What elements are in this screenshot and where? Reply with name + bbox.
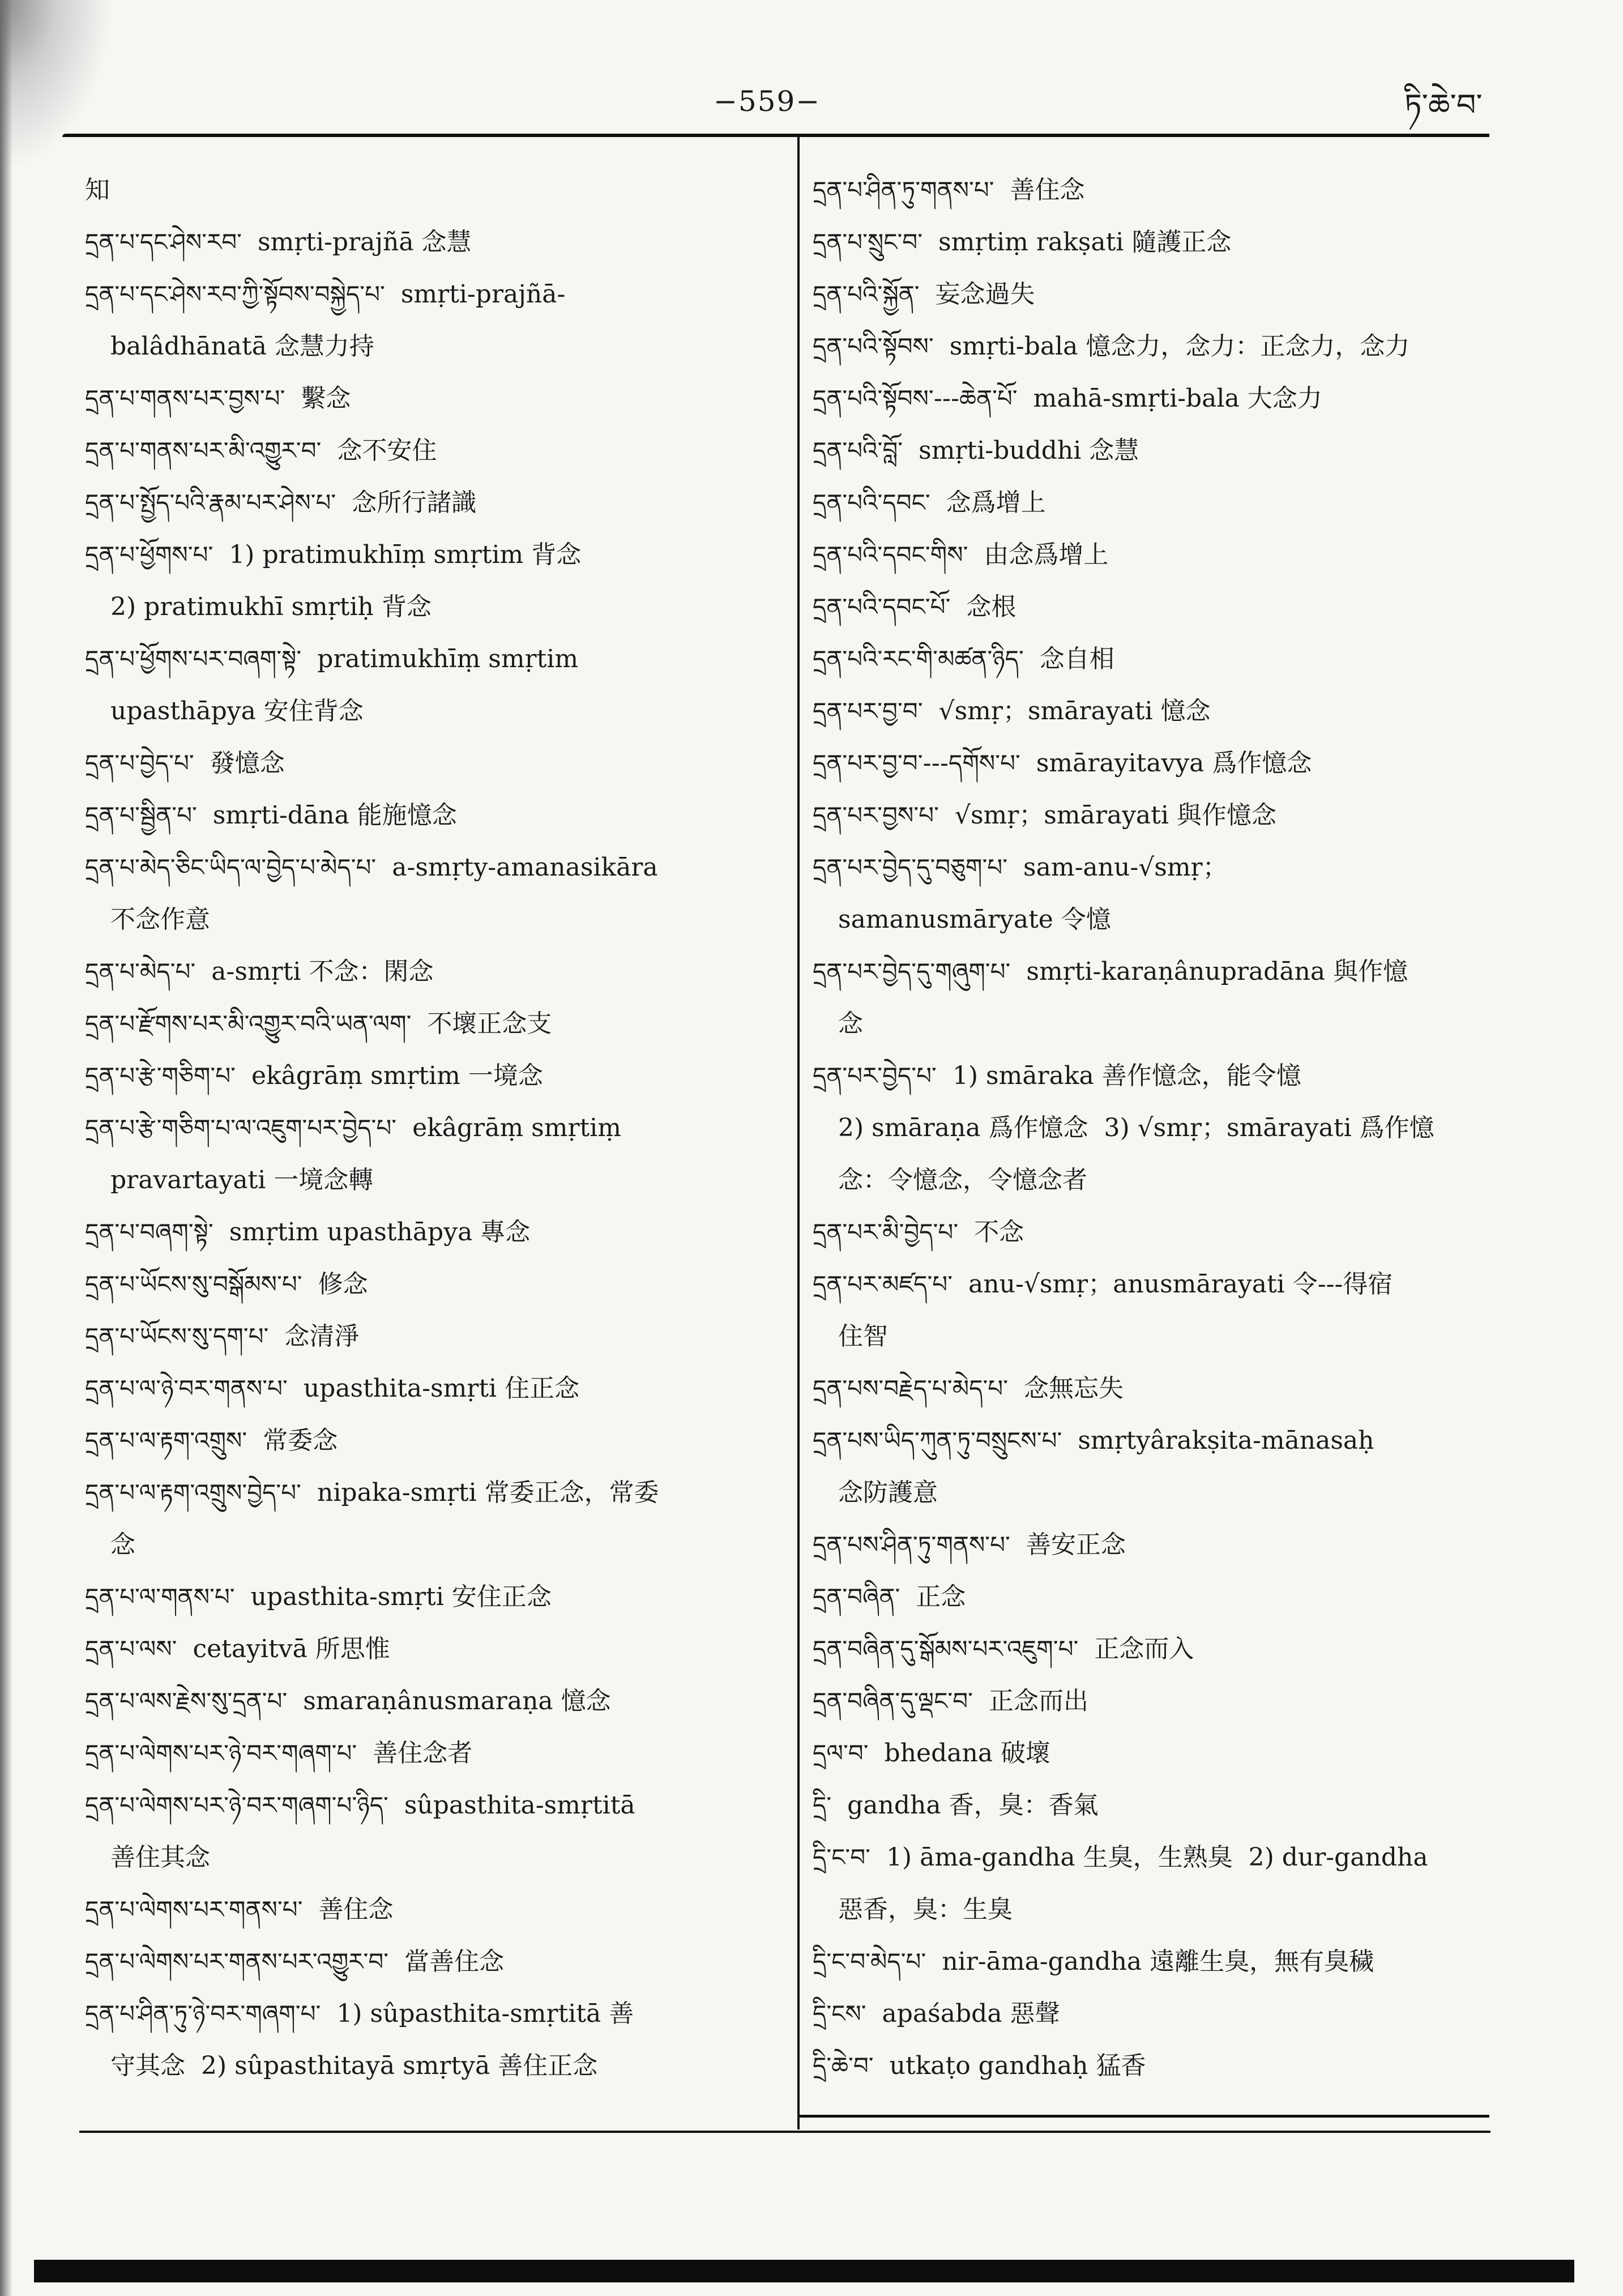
dictionary-entry — [85, 737, 781, 789]
dictionary-entry — [813, 1779, 1489, 1832]
dictionary-entry — [813, 164, 1489, 216]
entry-gloss: smṛtim upasthāpya 專念 — [229, 1218, 531, 1247]
entry-gloss: 正念 — [916, 1582, 966, 1611]
dictionary-entry — [813, 216, 1489, 268]
tibetan-headword: དྲལ་བ་ — [813, 1739, 869, 1767]
tibetan-headword: དྲི་ཆེ་བ་ — [813, 2052, 874, 2080]
tibetan-headword: དྲན་པའི་བློ་ — [813, 437, 903, 464]
dictionary-entry — [85, 1050, 781, 1102]
dictionary-entry — [813, 1623, 1489, 1675]
tibetan-headword: དྲན་པ་ཕྱོགས་པར་བཞག་སྟེ་ — [85, 645, 302, 673]
entry-gloss: a-smṛti 不念：閑念 — [211, 957, 434, 986]
scan-edge-shadow — [0, 0, 12, 2296]
dictionary-entry — [85, 946, 781, 998]
tibetan-headword: དྲི་ — [813, 1791, 832, 1819]
entry-gloss: 妄念過失 — [935, 280, 1035, 309]
entry-gloss: sam-anu-√smṛ； — [1023, 853, 1228, 882]
dictionary-entry — [813, 1832, 1489, 1884]
dictionary-entry — [813, 1988, 1489, 2040]
dictionary-entry — [813, 529, 1489, 581]
entry-gloss: 念 — [838, 1009, 863, 1038]
tibetan-headword: དྲན་པ་ལ་གནས་པ་ — [85, 1583, 235, 1611]
bottom-rule — [79, 2131, 1490, 2133]
entry-gloss: anu-√smṛ；anusmārayati 令---得宿 — [968, 1270, 1393, 1299]
tibetan-headword: དྲན་པར་བྱ་བ་ — [813, 697, 923, 725]
entry-gloss: 不壞正念支 — [427, 1009, 552, 1038]
right-column-end-rule — [797, 2115, 1489, 2118]
entry-gloss: 惡香，臭：生臭 — [838, 1895, 1013, 1924]
tibetan-headword: དྲན་པ་རྩེ་གཅིག་པ་ — [85, 1062, 236, 1090]
entry-gloss: samanusmāryate 令憶 — [838, 905, 1111, 934]
dictionary-entry — [85, 998, 781, 1050]
entry-gloss: 守其念 2) sûpasthitayā smṛtyā 善住正念 — [110, 2051, 598, 2080]
dictionary-entry — [813, 1050, 1489, 1102]
dictionary-entry — [813, 1571, 1489, 1623]
dictionary-entry — [813, 477, 1489, 529]
tibetan-headword: དྲན་པ་སྲུང་བ་ — [813, 228, 923, 256]
tibetan-headword: དྲན་པ་བཞག་སྟེ་ — [85, 1218, 213, 1246]
dictionary-entry — [813, 1415, 1489, 1467]
dictionary-entry — [813, 1154, 1489, 1206]
entry-gloss: smārayitavya 爲作憶念 — [1036, 749, 1312, 778]
dictionary-entry — [85, 268, 781, 321]
entry-gloss: 2) pratimukhī smṛtiḥ 背念 — [110, 592, 432, 621]
dictionary-entry — [813, 1102, 1489, 1154]
tibetan-headword: དྲན་པ་མེད་ཅིང་ཡིད་ལ་བྱེད་པ་མེད་པ་ — [85, 853, 377, 881]
entry-gloss: 由念爲增上 — [984, 540, 1109, 569]
dictionary-entry — [85, 2040, 781, 2092]
entry-gloss: a-smṛty-amanasikāra — [392, 853, 658, 882]
entry-gloss: 住智 — [838, 1322, 888, 1351]
entry-gloss: ekâgrāṃ smṛtim 一境念 — [251, 1061, 543, 1090]
tibetan-headword: དྲན་པར་བྱས་པ་ — [813, 801, 939, 829]
dictionary-entry — [85, 1936, 781, 1988]
entry-gloss: √smṛ；smārayati 憶念 — [938, 697, 1211, 725]
entry-gloss: nir-āma-gandha 遠離生臭，無有臭穢 — [942, 1947, 1374, 1976]
scan-footer-band — [34, 2260, 1574, 2282]
entry-gloss: pravartayati 一境念轉 — [110, 1166, 374, 1194]
dictionary-entry — [813, 1519, 1489, 1571]
entry-gloss: 念不安住 — [337, 436, 437, 465]
tibetan-headword: དྲན་པ་དང་ཤེས་རབ་ — [85, 228, 242, 256]
dictionary-entry — [813, 737, 1489, 789]
dictionary-entry — [813, 321, 1489, 373]
entry-gloss: 念所行諸識 — [352, 488, 477, 517]
entry-gloss: smṛti-prajñā- — [400, 280, 566, 309]
right-column — [813, 164, 1489, 2092]
dictionary-entry — [813, 842, 1489, 894]
dictionary-entry — [813, 1467, 1489, 1519]
tibetan-headword: དྲན་པ་བྱེད་པ་ — [85, 749, 194, 777]
tibetan-headword: དྲན་པའི་སྐྱོན་ — [813, 280, 920, 308]
entry-gloss: 正念而入 — [1094, 1634, 1194, 1663]
tibetan-headword: དྲན་པའི་རང་གི་མཚན་ཉིད་ — [813, 645, 1024, 673]
entry-gloss: smṛtiṃ rakṣati 隨護正念 — [938, 228, 1232, 257]
dictionary-entry — [85, 842, 781, 894]
tibetan-headword: དྲན་བཞིན་དུ་སྒོམས་པར་འཇུག་པ་ — [813, 1635, 1079, 1663]
entry-gloss: upasthita-smṛti 住正念 — [303, 1374, 580, 1403]
entry-gloss: 修念 — [318, 1270, 368, 1299]
dictionary-entry — [813, 1727, 1489, 1779]
entry-gloss: smṛti-karaṇânupradāna 與作憶 — [1026, 957, 1408, 986]
tibetan-headword: དྲན་པའི་སྟོབས་---ཆེན་པོ་ — [813, 385, 1018, 412]
dictionary-entry — [813, 946, 1489, 998]
dictionary-entry — [85, 1206, 781, 1258]
dictionary-entry — [85, 477, 781, 529]
tibetan-headword: དྲི་ང་བ་མེད་པ་ — [813, 1948, 926, 1975]
dictionary-entry — [85, 1623, 781, 1675]
entry-gloss: 善住念 — [318, 1895, 394, 1924]
column-divider — [797, 136, 800, 2129]
tibetan-headword: དྲན་པ་ལེགས་པར་གནས་པ་ — [85, 1896, 303, 1923]
tibetan-headword: དྲན་པ་ཤིན་ཏུ་ཉེ་བར་གཞག་པ་ — [85, 2000, 321, 2028]
entry-gloss: utkaṭo gandhaḥ 猛香 — [889, 2051, 1146, 2080]
dictionary-entry — [85, 1102, 781, 1154]
tibetan-headword: དྲན་པ་ཕྱོགས་པ་ — [85, 541, 213, 569]
dictionary-entry — [85, 1832, 781, 1884]
entry-gloss: 當善住念 — [404, 1947, 505, 1976]
entry-gloss: 善住念者 — [373, 1739, 473, 1768]
entry-gloss: 善住念 — [1010, 176, 1085, 204]
dictionary-entry — [85, 164, 781, 216]
dictionary-entry — [813, 425, 1489, 477]
tibetan-headword: དྲན་པ་ལེགས་པར་ཉེ་བར་གཞག་པ་ཉིད་ — [85, 1791, 388, 1819]
entry-gloss: gandha 香，臭：香氣 — [847, 1791, 1099, 1820]
page-number: −559− — [714, 85, 821, 118]
tibetan-headword: དྲན་པ་ལ་རྟག་འགྲུས་ — [85, 1427, 247, 1454]
entry-gloss: pratimukhīṃ smṛtim — [317, 645, 579, 673]
tibetan-headword: དྲན་པ་ཡོངས་སུ་དག་པ་ — [85, 1322, 269, 1350]
dictionary-entry — [85, 581, 781, 633]
dictionary-entry — [85, 1258, 781, 1311]
entry-gloss: sûpasthita-smṛtitā — [404, 1791, 635, 1820]
dictionary-entry — [813, 1884, 1489, 1936]
tibetan-headword: དྲན་པས་ཡིད་ཀུན་ཏུ་བསྲུངས་པ་ — [813, 1427, 1062, 1454]
dictionary-entry — [85, 1311, 781, 1363]
tibetan-headword: དྲན་པ་ལེགས་པར་ཉེ་བར་གཞག་པ་ — [85, 1739, 357, 1767]
entry-gloss: 2) smāraṇa 爲作憶念 3) √smṛ；smārayati 爲作憶 — [838, 1113, 1434, 1142]
dictionary-entry — [813, 581, 1489, 633]
entry-gloss: 念：令憶念，令憶念者 — [838, 1166, 1087, 1194]
entry-gloss: balâdhānatā 念慧力持 — [110, 332, 374, 361]
dictionary-entry — [813, 633, 1489, 685]
dictionary-entry — [85, 1571, 781, 1623]
entry-gloss: 念 — [110, 1530, 135, 1559]
entry-gloss: 1) āma-gandha 生臭，生熟臭 2) dur-gandha — [886, 1843, 1428, 1872]
tibetan-headword: དྲན་པར་བྱེད་དུ་བཅུག་པ་ — [813, 853, 1008, 881]
running-head: ཏི་ཆེ་བ་ — [1404, 87, 1483, 123]
tibetan-headword: དྲན་པ་རྫོགས་པར་མི་འགྱུར་བའི་ཡན་ལག་ — [85, 1010, 412, 1038]
tibetan-headword: དྲན་པ་སྦྱིན་པ་ — [85, 801, 197, 829]
tibetan-headword: དྲན་པ་སྤྱོད་པའི་རྣམ་པར་ཤེས་པ་ — [85, 489, 336, 517]
entry-gloss: smṛti-buddhi 念慧 — [919, 436, 1139, 465]
dictionary-entry — [85, 373, 781, 425]
dictionary-entry — [85, 216, 781, 268]
entry-gloss: 念自相 — [1039, 645, 1114, 673]
entry-gloss: smṛti-dāna 能施憶念 — [212, 801, 457, 830]
tibetan-headword: དྲན་པ་ལེགས་པར་གནས་པར་འགྱུར་བ་ — [85, 1948, 389, 1975]
entry-gloss: smṛti-bala 憶念力，念力：正念力，念力 — [949, 332, 1410, 361]
tibetan-headword: དྲན་པའི་དབང་གིས་ — [813, 541, 968, 569]
dictionary-entry — [813, 894, 1489, 946]
tibetan-headword: དྲན་པས་ཤིན་ཏུ་གནས་པ་ — [813, 1531, 1010, 1559]
dictionary-entry — [813, 1206, 1489, 1258]
tibetan-headword: དྲན་བཞིན་ — [813, 1583, 900, 1611]
tibetan-headword: དྲན་པའི་དབང་ — [813, 489, 930, 517]
dictionary-entry — [813, 2040, 1489, 2092]
tibetan-headword: དྲན་པ་རྩེ་གཅིག་པ་ལ་འཇུག་པར་བྱེད་པ་ — [85, 1114, 397, 1142]
dictionary-entry — [85, 1467, 781, 1519]
dictionary-entry — [813, 1363, 1489, 1415]
entry-gloss: 正念而出 — [988, 1687, 1088, 1715]
dictionary-entry — [85, 529, 781, 581]
entry-gloss: 念清淨 — [284, 1322, 360, 1351]
entry-gloss: 念無忘失 — [1024, 1374, 1124, 1403]
entry-gloss: mahā-smṛti-bala 大念力 — [1033, 384, 1322, 413]
tibetan-headword: དྲན་པར་མཛད་པ་ — [813, 1270, 953, 1298]
dictionary-entry — [813, 1311, 1489, 1363]
entry-gloss: √smṛ；smārayati 與作憶念 — [954, 801, 1276, 830]
tibetan-headword: དྲན་པར་བྱ་བ་---དགོས་པ་ — [813, 749, 1020, 777]
dictionary-entry — [813, 998, 1489, 1050]
entry-gloss: 念根 — [966, 592, 1016, 621]
entry-gloss: apaśabda 惡聲 — [882, 1999, 1060, 2028]
entry-gloss: smṛti-prajñā 念慧 — [257, 228, 472, 257]
dictionary-entry — [85, 1675, 781, 1727]
tibetan-headword: དྲན་པར་བྱེད་དུ་གཞུག་པ་ — [813, 958, 1011, 985]
entry-gloss: 1) sûpasthita-smṛtitā 善 — [336, 1999, 634, 2028]
tibetan-headword: དྲན་པ་ལ་རྟག་འགྲུས་བྱེད་པ་ — [85, 1479, 301, 1507]
tibetan-headword: དྲན་པར་མི་བྱེད་པ་ — [813, 1218, 959, 1246]
dictionary-entry — [813, 373, 1489, 425]
entry-gloss: 發憶念 — [210, 749, 285, 778]
entry-gloss: cetayitvā 所思惟 — [193, 1634, 390, 1663]
entry-gloss: 念防護意 — [838, 1478, 938, 1507]
dictionary-entry — [813, 268, 1489, 321]
entry-gloss: smṛtyârakṣita-mānasaḥ — [1078, 1426, 1374, 1455]
entry-gloss: 念爲增上 — [946, 488, 1046, 517]
dictionary-entry — [85, 1727, 781, 1779]
dictionary-entry — [85, 1415, 781, 1467]
entry-gloss: 不念 — [974, 1218, 1024, 1247]
tibetan-headword: དྲན་པ་ལས་རྗེས་སུ་དྲན་པ་ — [85, 1687, 288, 1715]
entry-gloss: 1) pratimukhīṃ smṛtim 背念 — [229, 540, 582, 569]
dictionary-entry — [85, 1988, 781, 2040]
dictionary-entry — [85, 894, 781, 946]
dictionary-entry — [85, 321, 781, 373]
tibetan-headword: དྲན་པ་དང་ཤེས་རབ་ཀྱི་སྟོབས་བསྐྱེད་པ་ — [85, 280, 385, 308]
entry-gloss: ekâgrāṃ smṛtiṃ — [412, 1113, 621, 1142]
dictionary-entry — [85, 685, 781, 737]
tibetan-headword: དྲན་པ་མེད་པ་ — [85, 958, 196, 985]
tibetan-headword: དྲན་པ་ལས་ — [85, 1635, 177, 1663]
dictionary-entry — [813, 1936, 1489, 1988]
entry-gloss: 1) smāraka 善作憶念，能令憶 — [952, 1061, 1301, 1090]
tibetan-headword: དྲན་པ་ཤིན་ཏུ་གནས་པ་ — [813, 176, 994, 204]
entry-gloss: 知 — [85, 176, 110, 204]
dictionary-entry — [85, 1519, 781, 1571]
entry-gloss: 善安正念 — [1026, 1530, 1126, 1559]
tibetan-headword: དྲི་ངས་ — [813, 2000, 866, 2028]
entry-gloss: upasthita-smṛti 安住正念 — [250, 1582, 552, 1611]
entry-gloss: 繫念 — [301, 384, 351, 413]
dictionary-entry — [85, 1363, 781, 1415]
entry-gloss: upasthāpya 安住背念 — [110, 697, 364, 725]
tibetan-headword: དྲི་ང་བ་ — [813, 1843, 870, 1871]
tibetan-headword: དྲན་བཞིན་དུ་ལྡང་བ་ — [813, 1687, 973, 1715]
tibetan-headword: དྲན་པས་བརྗེད་པ་མེད་པ་ — [813, 1375, 1009, 1402]
entry-gloss: 善住其念 — [110, 1843, 210, 1872]
dictionary-entry — [85, 633, 781, 685]
entry-gloss: 常委念 — [263, 1426, 338, 1455]
dictionary-entry — [813, 789, 1489, 842]
tibetan-headword: དྲན་པའི་སྟོབས་ — [813, 332, 934, 360]
tibetan-headword: དྲན་པར་བྱེད་པ་ — [813, 1062, 937, 1090]
tibetan-headword: དྲན་པ་ལ་ཉེ་བར་གནས་པ་ — [85, 1375, 288, 1402]
dictionary-entry — [813, 1675, 1489, 1727]
dictionary-entry — [813, 685, 1489, 737]
tibetan-headword: དྲན་པའི་དབང་པོ་ — [813, 593, 951, 621]
dictionary-entry — [85, 1884, 781, 1936]
top-rule — [62, 134, 1489, 137]
tibetan-headword: དྲན་པ་གནས་པར་བྱས་པ་ — [85, 385, 285, 412]
dictionary-entry — [85, 1779, 781, 1832]
dictionary-entry — [85, 789, 781, 842]
tibetan-headword: དྲན་པ་གནས་པར་མི་འགྱུར་བ་ — [85, 437, 322, 464]
tibetan-headword: དྲན་པ་ཡོངས་སུ་བསྒོམས་པ་ — [85, 1270, 302, 1298]
entry-gloss: bhedana 破壞 — [884, 1739, 1051, 1768]
dictionary-entry — [813, 1258, 1489, 1311]
dictionary-entry — [85, 1154, 781, 1206]
entry-gloss: smaraṇânusmaraṇa 憶念 — [303, 1687, 611, 1715]
left-column — [85, 164, 781, 2092]
entry-gloss: 不念作意 — [110, 905, 210, 934]
scan-corner-shadow — [0, 0, 113, 170]
dictionary-entry — [85, 425, 781, 477]
entry-gloss: nipaka-smṛti 常委正念，常委 — [317, 1478, 659, 1507]
